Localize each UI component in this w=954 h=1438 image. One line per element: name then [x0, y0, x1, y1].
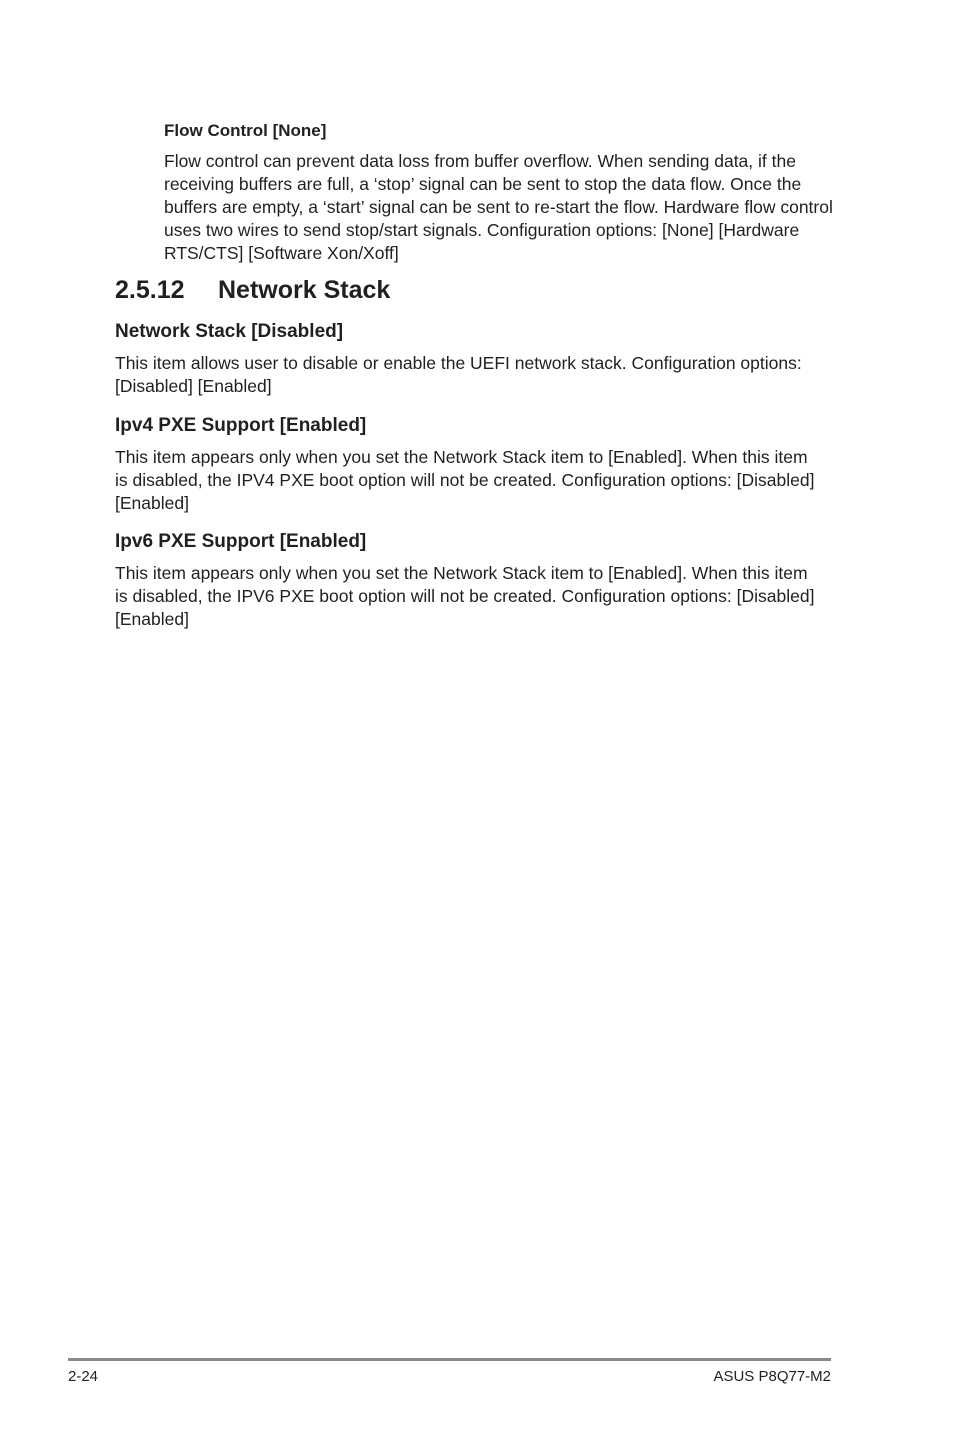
network-stack-heading: Network Stack [Disabled] — [115, 321, 344, 342]
flow-control-line: buffers are empty, a ‘start’ signal can be sent to re-start the flow. Hardware flow control — [164, 197, 833, 217]
section-title: Network Stack — [218, 276, 391, 304]
flow-control-heading: Flow Control [None] — [164, 121, 327, 140]
section-number: 2.5.12 — [115, 276, 185, 304]
product-name: ASUS P8Q77-M2 — [713, 1368, 831, 1385]
ipv6-pxe-line: [Enabled] — [115, 609, 189, 629]
ipv6-pxe-description — [115, 562, 845, 631]
flow-control-line: Flow control can prevent data loss from buffer overflow. When sending data, if the — [164, 151, 796, 171]
flow-control-description — [164, 150, 844, 265]
ipv6-pxe-line: is disabled, the IPV6 PXE boot option will not be created. Configuration options: [Disabled] — [115, 586, 815, 606]
network-stack-description — [115, 352, 845, 398]
flow-control-line: uses two wires to send stop/start signals. Configuration options: [None] [Hardware — [164, 220, 800, 240]
ipv4-pxe-heading: Ipv4 PXE Support [Enabled] — [115, 415, 367, 436]
network-stack-line: [Disabled] [Enabled] — [115, 376, 272, 396]
ipv6-pxe-line: This item appears only when you set the Network Stack item to [Enabled]. When this item — [115, 563, 808, 583]
ipv4-pxe-line: This item appears only when you set the Network Stack item to [Enabled]. When this item — [115, 447, 808, 467]
ipv4-pxe-line: is disabled, the IPV4 PXE boot option will not be created. Configuration options: [Disabled] — [115, 470, 815, 490]
page-number: 2-24 — [68, 1368, 99, 1385]
footer-divider — [68, 1358, 831, 1361]
ipv4-pxe-description — [115, 446, 845, 515]
network-stack-line: This item allows user to disable or enable the UEFI network stack. Configuration options: — [115, 353, 802, 373]
ipv4-pxe-line: [Enabled] — [115, 493, 189, 513]
ipv6-pxe-heading: Ipv6 PXE Support [Enabled] — [115, 531, 367, 552]
flow-control-line: RTS/CTS] [Software Xon/Xoff] — [164, 243, 399, 263]
flow-control-line: receiving buffers are full, a ‘stop’ signal can be sent to stop the data flow. Once the — [164, 174, 802, 194]
